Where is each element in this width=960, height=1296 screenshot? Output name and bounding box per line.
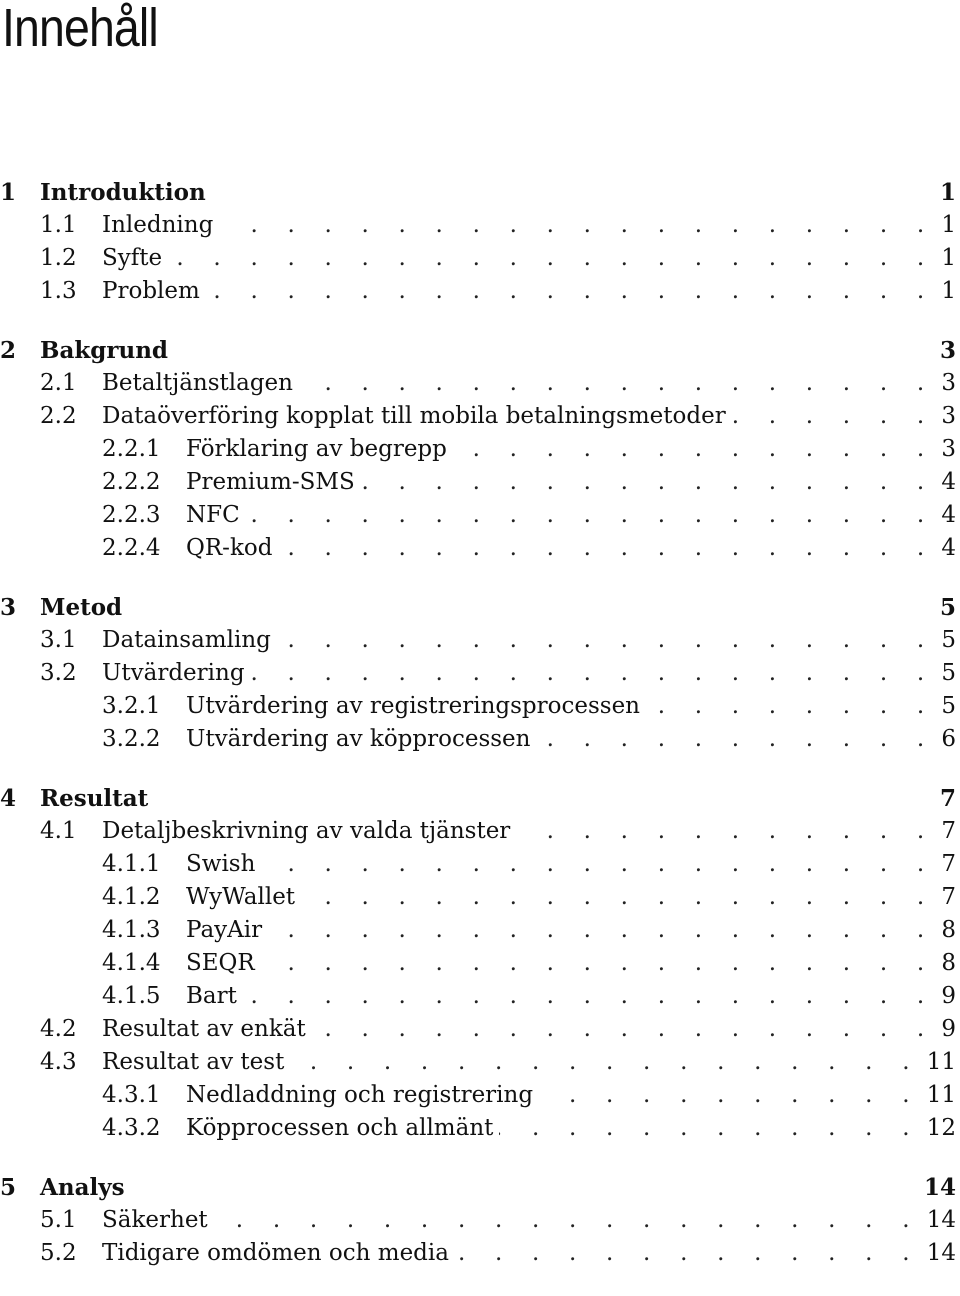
toc-subsection-entry[interactable] [0,914,960,947]
toc-entry-number: 2.2 [40,403,77,429]
toc-page-number: 5 [939,594,956,621]
toc-entry-title: Säkerhet [102,1207,208,1233]
toc-page-number: 5 [941,660,956,686]
toc-entry-number: 4.1 [40,818,77,844]
toc-subsection-entry[interactable] [0,947,960,980]
page-title: Innehåll [2,0,158,58]
toc-entry-title: Detaljbeskrivning av valda tjänster [102,818,511,844]
toc-entry-title: PayAir [186,917,263,943]
dot-leader [261,947,936,980]
toc-entry-number: 2.2.1 [102,436,161,462]
toc-entry-number: 4.1.5 [102,983,161,1009]
dot-leader [299,367,935,400]
toc-chapter-number: 1 [0,179,17,206]
toc-page-number: 5 [941,693,956,719]
toc-page-number: 1 [941,278,956,304]
dot-leader [246,499,936,532]
toc-subsection-entry[interactable] [0,466,960,499]
toc-subsection-entry[interactable] [0,848,960,881]
toc-page-number: 6 [941,726,956,752]
toc-entry-title: QR-kod [186,535,273,561]
toc-entry-number: 4.1.3 [102,917,161,943]
toc-entry-title: Betaltjänstlagen [102,370,293,396]
toc-chapter-number: 2 [0,337,17,364]
dot-leader [453,433,935,466]
toc-page-number: 9 [941,1016,956,1042]
toc-entry-title: Utvärdering [102,660,245,686]
toc-entry-title: Utvärdering av köpprocessen [186,726,531,752]
toc-chapter-title: Bakgrund [40,337,169,364]
toc-chapter-title: Analys [40,1174,125,1201]
toc-chapter-entry[interactable] [0,591,960,624]
toc-page-number: 14 [923,1174,956,1201]
toc-entry-title: Syfte [102,245,163,271]
toc-subsection-entry[interactable] [0,499,960,532]
dot-leader [214,1204,921,1237]
toc-chapter-title: Introduktion [40,179,206,206]
toc-entry-title: Problem [102,278,200,304]
dot-leader [219,209,935,242]
toc-subsection-entry[interactable] [0,980,960,1013]
toc-page-number: 7 [941,884,956,910]
toc-chapter-number: 4 [0,785,17,812]
toc-entry-number: 5.1 [40,1207,77,1233]
toc-entry-number: 3.2.2 [102,726,161,752]
toc-section-entry[interactable] [0,400,960,433]
toc-chapter-block [0,1171,960,1270]
toc-entry-number: 4.1.2 [102,884,161,910]
toc-subsection-entry[interactable] [0,1079,960,1112]
toc-entry-number: 2.1 [40,370,77,396]
dot-leader [516,815,935,848]
toc-entry-number: 5.2 [40,1240,77,1266]
toc-entry-title: WyWallet [186,884,296,910]
toc-section-entry[interactable] [0,815,960,848]
toc-entry-title: Resultat av enkät [102,1016,306,1042]
toc-entry-number: 2.2.4 [102,535,161,561]
toc-page-number: 4 [941,469,956,495]
toc-entry-number: 4.3.2 [102,1115,161,1141]
dot-leader [499,1112,920,1145]
dot-leader [312,1013,936,1046]
dot-leader [278,532,935,565]
toc-entry-title: Inledning [102,212,214,238]
toc-page-number: 1 [941,245,956,271]
toc-section-entry[interactable] [0,1204,960,1237]
toc-page-number: 3 [941,370,956,396]
dot-leader [361,466,936,499]
dot-leader [455,1237,921,1270]
toc-entry-number: 4.2 [40,1016,77,1042]
toc-page-number: 5 [941,627,956,653]
toc-section-entry[interactable] [0,209,960,242]
toc-subsection-entry[interactable] [0,881,960,914]
toc-entry-number: 4.3 [40,1049,77,1075]
toc-section-entry[interactable] [0,242,960,275]
toc-page-number: 11 [926,1049,956,1075]
toc-page-number: 1 [941,212,956,238]
toc-chapter-block [0,591,960,756]
toc-entry-number: 3.2.1 [102,693,161,719]
dot-leader [732,400,936,433]
dot-leader [277,624,936,657]
toc-page-number: 12 [926,1115,956,1141]
toc-chapter-entry[interactable] [0,782,960,815]
toc-subsection-entry[interactable] [0,433,960,466]
toc-section-entry[interactable] [0,1046,960,1079]
toc-chapter-entry[interactable] [0,334,960,367]
toc-section-entry[interactable] [0,1013,960,1046]
dot-leader [290,1046,920,1079]
dot-leader [206,275,936,308]
toc-entry-number: 3.1 [40,627,77,653]
dot-leader [301,881,935,914]
dot-leader [536,723,935,756]
toc-entry-title: Utvärdering av registreringsprocessen [186,693,640,719]
toc-entry-title: Bart [186,983,237,1009]
toc-subsection-entry[interactable] [0,532,960,565]
toc-page-number: 4 [941,502,956,528]
toc-page-number: 3 [941,436,956,462]
toc-chapter-entry[interactable] [0,1171,960,1204]
toc-entry-number: 2.2.2 [102,469,161,495]
toc-page-number: 9 [941,983,956,1009]
toc-page-number: 14 [926,1207,956,1233]
toc-entry-title: Resultat av test [102,1049,285,1075]
toc-page-number: 7 [941,818,956,844]
toc-chapter-number: 5 [0,1174,17,1201]
dot-leader [539,1079,921,1112]
toc-section-entry[interactable] [0,624,960,657]
toc-entry-number: 1.2 [40,245,77,271]
toc-page-number: 4 [941,535,956,561]
toc-page-number: 3 [941,403,956,429]
toc-entry-number: 3.2 [40,660,77,686]
toc-section-entry[interactable] [0,367,960,400]
toc-entry-number: 2.2.3 [102,502,161,528]
toc-chapter-entry[interactable] [0,176,960,209]
toc-entry-number: 4.3.1 [102,1082,161,1108]
toc-page-number: 7 [939,785,956,812]
toc-entry-title: Nedladdning och registrering [186,1082,534,1108]
toc-page-number: 8 [941,917,956,943]
toc-entry-title: Datainsamling [102,627,271,653]
toc-subsection-entry[interactable] [0,1112,960,1145]
toc-entry-number: 4.1.1 [102,851,161,877]
dot-leader [243,980,936,1013]
toc-section-entry[interactable] [0,1237,960,1270]
toc-entry-number: 1.3 [40,278,77,304]
toc-chapter-title: Metod [40,594,123,621]
dot-leader [268,914,935,947]
toc-entry-title: Köpprocessen och allmänt [186,1115,494,1141]
toc-subsection-entry[interactable] [0,723,960,756]
toc-chapter-number: 3 [0,594,17,621]
toc-subsection-entry[interactable] [0,690,960,723]
dot-leader [261,848,935,881]
toc-entry-title: Dataöverföring kopplat till mobila betalningsmetoder [102,403,726,429]
toc-section-entry[interactable] [0,657,960,690]
toc-entry-number: 4.1.4 [102,950,161,976]
toc-page-number: 7 [941,851,956,877]
toc-entry-title: NFC [186,502,240,528]
table-of-contents [0,176,960,1296]
toc-entry-title: Premium-SMS [186,469,355,495]
toc-chapter-block [0,782,960,1145]
toc-entry-title: Förklaring av begrepp [186,436,447,462]
toc-chapter-title: Resultat [40,785,149,812]
dot-leader [251,657,936,690]
toc-chapter-block [0,176,960,308]
toc-chapter-block [0,334,960,565]
toc-page-number: 1 [939,179,956,206]
toc-page-number: 11 [926,1082,956,1108]
toc-page-number: 8 [941,950,956,976]
toc-entry-number: 1.1 [40,212,77,238]
toc-page-number: 14 [926,1240,956,1266]
toc-entry-title: Tidigare omdömen och media [102,1240,449,1266]
toc-entry-title: Swish [186,851,256,877]
toc-page-number: 3 [939,337,956,364]
toc-entry-title: SEQR [186,950,255,976]
dot-leader [646,690,935,723]
dot-leader [168,242,935,275]
toc-section-entry[interactable] [0,275,960,308]
